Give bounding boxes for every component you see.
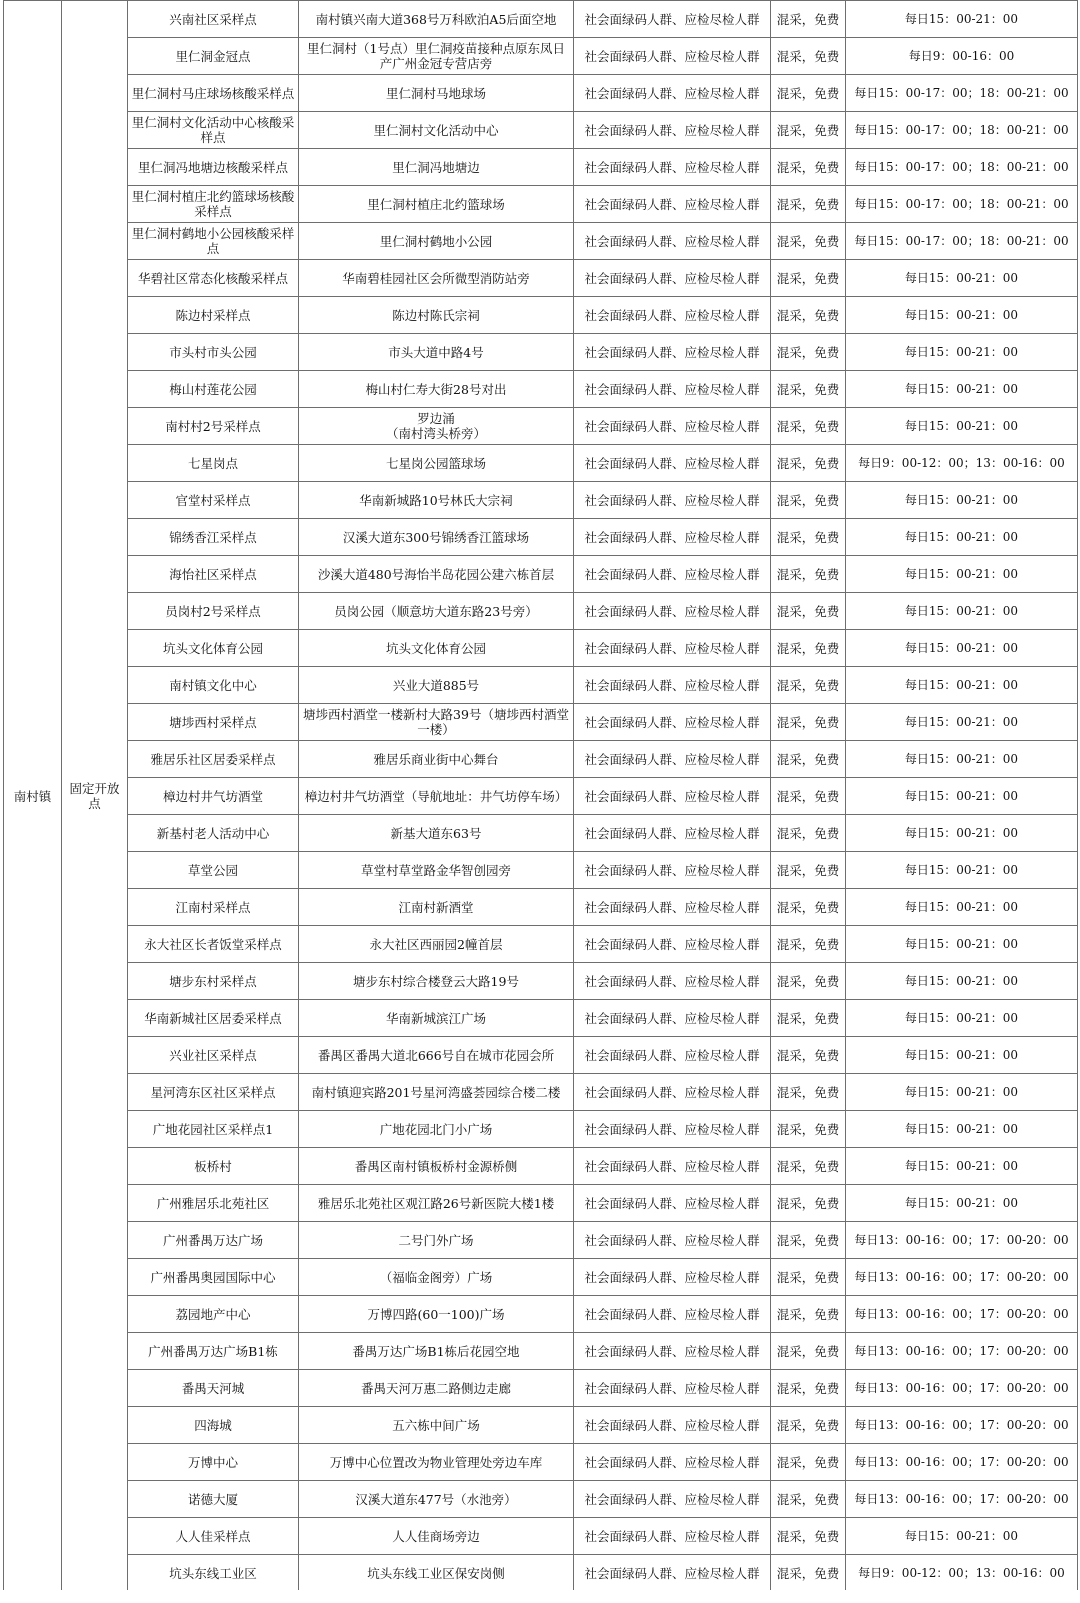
table-row: [4, 408, 1078, 445]
site-name-cell: 新基村老人活动中心: [128, 815, 299, 852]
site-name-cell: 锦绣香江采样点: [128, 519, 299, 556]
sampling-method-cell: 混采，免费: [771, 38, 846, 75]
address-cell: 员岗公园（顺意坊大道东路23号旁）: [299, 593, 574, 630]
address-cell: （福临金阁旁）广场: [299, 1259, 574, 1296]
site-name-cell: 里仁洞村马庄球场核酸采样点: [128, 75, 299, 112]
target-group-cell: 社会面绿码人群、应检尽检人群: [574, 852, 771, 889]
sampling-method-cell: 混采，免费: [771, 1000, 846, 1037]
table-row: [4, 1074, 1078, 1111]
sampling-method-cell: 混采，免费: [771, 667, 846, 704]
target-group-cell: 社会面绿码人群、应检尽检人群: [574, 297, 771, 334]
target-group-cell: 社会面绿码人群、应检尽检人群: [574, 1259, 771, 1296]
address-cell: 七星岗公园篮球场: [299, 445, 574, 482]
address-cell: 樟边村井气坊酒堂（导航地址：井气坊停车场）: [299, 778, 574, 815]
address-cell: 坑头东线工业区保安岗侧: [299, 1555, 574, 1592]
opening-hours-cell: 每日15：00-21：00: [846, 408, 1078, 445]
table-row: [4, 1222, 1078, 1259]
sampling-method-cell: 混采，免费: [771, 1111, 846, 1148]
table-row: [4, 519, 1078, 556]
target-group-cell: 社会面绿码人群、应检尽检人群: [574, 260, 771, 297]
table-row: [4, 1, 1078, 38]
sampling-method-cell: 混采，免费: [771, 149, 846, 186]
target-group-cell: 社会面绿码人群、应检尽检人群: [574, 1370, 771, 1407]
table-row: [4, 1407, 1078, 1444]
table-row: [4, 186, 1078, 223]
address-cell: 雅居乐北苑社区观江路26号新医院大楼1楼: [299, 1185, 574, 1222]
site-name-cell: 荔园地产中心: [128, 1296, 299, 1333]
sampling-method-cell: 混采，免费: [771, 186, 846, 223]
address-cell: 华南碧桂园社区会所微型消防站旁: [299, 260, 574, 297]
table-row: [4, 297, 1078, 334]
sampling-method-cell: 混采，免费: [771, 371, 846, 408]
address-cell: 兴业大道885号: [299, 667, 574, 704]
sampling-method-cell: 混采，免费: [771, 926, 846, 963]
sampling-method-cell: 混采，免费: [771, 482, 846, 519]
table-row: [4, 1518, 1078, 1555]
target-group-cell: 社会面绿码人群、应检尽检人群: [574, 926, 771, 963]
address-cell: 沙溪大道480号海怡半岛花园公建六栋首层: [299, 556, 574, 593]
address-cell: 陈边村陈氏宗祠: [299, 297, 574, 334]
opening-hours-cell: 每日15：00-21：00: [846, 297, 1078, 334]
address-cell: 里仁洞村植庄北约篮球场: [299, 186, 574, 223]
address-cell: 汉溪大道东477号（水池旁）: [299, 1481, 574, 1518]
opening-hours-cell: 每日15：00-21：00: [846, 1185, 1078, 1222]
sampling-method-cell: 混采，免费: [771, 112, 846, 149]
opening-hours-cell: 每日15：00-21：00: [846, 260, 1078, 297]
sampling-method-cell: 混采，免费: [771, 334, 846, 371]
table-row: [4, 704, 1078, 741]
sampling-method-cell: 混采，免费: [771, 1148, 846, 1185]
target-group-cell: 社会面绿码人群、应检尽检人群: [574, 593, 771, 630]
target-group-cell: 社会面绿码人群、应检尽检人群: [574, 1111, 771, 1148]
site-name-cell: 广州番禺奥园国际中心: [128, 1259, 299, 1296]
address-cell: 汉溪大道东300号锦绣香江篮球场: [299, 519, 574, 556]
target-group-cell: 社会面绿码人群、应检尽检人群: [574, 112, 771, 149]
table-row: [4, 149, 1078, 186]
site-name-cell: 员岗村2号采样点: [128, 593, 299, 630]
target-group-cell: 社会面绿码人群、应检尽检人群: [574, 1185, 771, 1222]
sampling-method-cell: 混采，免费: [771, 630, 846, 667]
target-group-cell: 社会面绿码人群、应检尽检人群: [574, 963, 771, 1000]
site-name-cell: 华南新城社区居委采样点: [128, 1000, 299, 1037]
address-cell: 番禺区番禺大道北666号自在城市花园会所: [299, 1037, 574, 1074]
opening-hours-cell: 每日13：00-16：00；17：00-20：00: [846, 1333, 1078, 1370]
address-cell: 塘步东村综合楼登云大路19号: [299, 963, 574, 1000]
target-group-cell: 社会面绿码人群、应检尽检人群: [574, 1518, 771, 1555]
address-cell: 塘埗西村酒堂一楼新村大路39号（塘埗西村酒堂一楼）: [299, 704, 574, 741]
opening-hours-cell: 每日13：00-16：00；17：00-20：00: [846, 1370, 1078, 1407]
opening-hours-cell: 每日13：00-16：00；17：00-20：00: [846, 1259, 1078, 1296]
table-row: [4, 593, 1078, 630]
site-name-cell: 广州番禺万达广场: [128, 1222, 299, 1259]
table-row: [4, 445, 1078, 482]
table-row: [4, 1370, 1078, 1407]
site-name-cell: 番禺天河城: [128, 1370, 299, 1407]
address-cell: 番禺区南村镇板桥村金源桥侧: [299, 1148, 574, 1185]
table-row: [4, 852, 1078, 889]
sampling-method-cell: 混采，免费: [771, 963, 846, 1000]
site-name-cell: 市头村市头公园: [128, 334, 299, 371]
table-row: [4, 741, 1078, 778]
address-cell: 坑头文化体育公园: [299, 630, 574, 667]
target-group-cell: 社会面绿码人群、应检尽检人群: [574, 1333, 771, 1370]
table-row: [4, 223, 1078, 260]
table-row: [4, 482, 1078, 519]
target-group-cell: 社会面绿码人群、应检尽检人群: [574, 741, 771, 778]
opening-hours-cell: 每日9：00-12：00；13：00-16：00: [846, 1555, 1078, 1592]
address-cell: 梅山村仁寿大街28号对出: [299, 371, 574, 408]
address-cell: 市头大道中路4号: [299, 334, 574, 371]
target-group-cell: 社会面绿码人群、应检尽检人群: [574, 223, 771, 260]
target-group-cell: 社会面绿码人群、应检尽检人群: [574, 482, 771, 519]
address-cell: 万博中心位置改为物业管理处旁边车库: [299, 1444, 574, 1481]
site-name-cell: 广州雅居乐北苑社区: [128, 1185, 299, 1222]
address-cell: 永大社区西丽园2幢首层: [299, 926, 574, 963]
table-row: [4, 1148, 1078, 1185]
site-name-cell: 樟边村井气坊酒堂: [128, 778, 299, 815]
table-row: [4, 556, 1078, 593]
target-group-cell: 社会面绿码人群、应检尽检人群: [574, 556, 771, 593]
site-name-cell: 七星岗点: [128, 445, 299, 482]
target-group-cell: 社会面绿码人群、应检尽检人群: [574, 1407, 771, 1444]
site-name-cell: 江南村采样点: [128, 889, 299, 926]
target-group-cell: 社会面绿码人群、应检尽检人群: [574, 1148, 771, 1185]
sampling-points-table: [3, 0, 1078, 1592]
sampling-method-cell: 混采，免费: [771, 852, 846, 889]
sampling-method-cell: 混采，免费: [771, 1407, 846, 1444]
site-name-cell: 兴南社区采样点: [128, 1, 299, 38]
table-row: [4, 1111, 1078, 1148]
opening-hours-cell: 每日13：00-16：00；17：00-20：00: [846, 1407, 1078, 1444]
target-group-cell: 社会面绿码人群、应检尽检人群: [574, 1222, 771, 1259]
sampling-method-cell: 混采，免费: [771, 408, 846, 445]
table-row: [4, 1185, 1078, 1222]
target-group-cell: 社会面绿码人群、应检尽检人群: [574, 1296, 771, 1333]
opening-hours-cell: 每日15：00-21：00: [846, 852, 1078, 889]
sampling-method-cell: 混采，免费: [771, 1222, 846, 1259]
address-cell: 番禺天河万惠二路侧边走廊: [299, 1370, 574, 1407]
address-cell: 草堂村草堂路金华智创园旁: [299, 852, 574, 889]
opening-hours-cell: 每日15：00-21：00: [846, 556, 1078, 593]
site-name-cell: 雅居乐社区居委采样点: [128, 741, 299, 778]
site-name-cell: 诺德大厦: [128, 1481, 299, 1518]
opening-hours-cell: 每日15：00-21：00: [846, 1000, 1078, 1037]
opening-hours-cell: 每日13：00-16：00；17：00-20：00: [846, 1481, 1078, 1518]
opening-hours-cell: 每日15：00-17：00；18：00-21：00: [846, 223, 1078, 260]
address-cell: 江南村新酒堂: [299, 889, 574, 926]
opening-hours-cell: 每日15：00-21：00: [846, 667, 1078, 704]
table-row: [4, 334, 1078, 371]
table-row: [4, 667, 1078, 704]
sampling-method-cell: 混采，免费: [771, 593, 846, 630]
sampling-method-cell: 混采，免费: [771, 1185, 846, 1222]
target-group-cell: 社会面绿码人群、应检尽检人群: [574, 519, 771, 556]
table-row: [4, 371, 1078, 408]
opening-hours-cell: 每日9：00-12：00；13：00-16：00: [846, 445, 1078, 482]
table-row: [4, 889, 1078, 926]
opening-hours-cell: 每日15：00-21：00: [846, 371, 1078, 408]
address-cell: 华南新城路10号林氏大宗祠: [299, 482, 574, 519]
target-group-cell: 社会面绿码人群、应检尽检人群: [574, 667, 771, 704]
table-row: [4, 1259, 1078, 1296]
opening-hours-cell: 每日13：00-16：00；17：00-20：00: [846, 1444, 1078, 1481]
address-cell: 万博四路(60一100)广场: [299, 1296, 574, 1333]
sampling-method-cell: 混采，免费: [771, 778, 846, 815]
target-group-cell: 社会面绿码人群、应检尽检人群: [574, 704, 771, 741]
opening-hours-cell: 每日15：00-21：00: [846, 482, 1078, 519]
opening-hours-cell: 每日13：00-16：00；17：00-20：00: [846, 1222, 1078, 1259]
sampling-method-cell: 混采，免费: [771, 1259, 846, 1296]
opening-hours-cell: 每日15：00-21：00: [846, 778, 1078, 815]
opening-hours-cell: 每日15：00-21：00: [846, 704, 1078, 741]
site-name-cell: 星河湾东区社区采样点: [128, 1074, 299, 1111]
sampling-method-cell: 混采，免费: [771, 556, 846, 593]
sampling-method-cell: 混采，免费: [771, 1, 846, 38]
site-name-cell: 万博中心: [128, 1444, 299, 1481]
sampling-method-cell: 混采，免费: [771, 704, 846, 741]
sampling-method-cell: 混采，免费: [771, 1074, 846, 1111]
sampling-method-cell: 混采，免费: [771, 1370, 846, 1407]
opening-hours-cell: 每日15：00-21：00: [846, 1074, 1078, 1111]
address-cell: 南村镇兴南大道368号万科欧泊A5后面空地: [299, 1, 574, 38]
table-row: [4, 1444, 1078, 1481]
site-name-cell: 兴业社区采样点: [128, 1037, 299, 1074]
address-cell: 里仁洞村（1号点）里仁洞疫苗接种点原东凤日产广州金冠专营店旁: [299, 38, 574, 75]
address-cell: 五六栋中间广场: [299, 1407, 574, 1444]
table-row: [4, 963, 1078, 1000]
site-name-cell: 梅山村莲花公园: [128, 371, 299, 408]
site-name-cell: 板桥村: [128, 1148, 299, 1185]
site-name-cell: 里仁洞村植庄北约篮球场核酸采样点: [128, 186, 299, 223]
opening-hours-cell: 每日15：00-17：00；18：00-21：00: [846, 186, 1078, 223]
target-group-cell: 社会面绿码人群、应检尽检人群: [574, 38, 771, 75]
sampling-method-cell: 混采，免费: [771, 1555, 846, 1592]
table-row: [4, 926, 1078, 963]
table-row: [4, 1481, 1078, 1518]
site-name-cell: 陈边村采样点: [128, 297, 299, 334]
opening-hours-cell: 每日15：00-21：00: [846, 963, 1078, 1000]
sampling-method-cell: 混采，免费: [771, 1296, 846, 1333]
table-row: [4, 38, 1078, 75]
target-group-cell: 社会面绿码人群、应检尽检人群: [574, 778, 771, 815]
site-name-cell: 草堂公园: [128, 852, 299, 889]
table-row: [4, 815, 1078, 852]
site-name-cell: 坑头文化体育公园: [128, 630, 299, 667]
table-row: [4, 778, 1078, 815]
target-group-cell: 社会面绿码人群、应检尽检人群: [574, 1000, 771, 1037]
sampling-method-cell: 混采，免费: [771, 741, 846, 778]
site-name-cell: 人人佳采样点: [128, 1518, 299, 1555]
address-cell: 二号门外广场: [299, 1222, 574, 1259]
sampling-method-cell: 混采，免费: [771, 1444, 846, 1481]
site-name-cell: 里仁洞村文化活动中心核酸采样点: [128, 112, 299, 149]
address-cell: 番禺万达广场B1栋后花园空地: [299, 1333, 574, 1370]
district-cell: 南村镇: [4, 1, 62, 1592]
site-name-cell: 广地花园社区采样点1: [128, 1111, 299, 1148]
sampling-method-cell: 混采，免费: [771, 75, 846, 112]
point-type-cell: 固定开放点: [62, 1, 128, 1592]
sampling-method-cell: 混采，免费: [771, 445, 846, 482]
target-group-cell: 社会面绿码人群、应检尽检人群: [574, 1555, 771, 1592]
target-group-cell: 社会面绿码人群、应检尽检人群: [574, 815, 771, 852]
target-group-cell: 社会面绿码人群、应检尽检人群: [574, 1037, 771, 1074]
sampling-method-cell: 混采，免费: [771, 297, 846, 334]
sampling-method-cell: 混采，免费: [771, 519, 846, 556]
sheet-bottom-edge: [0, 1590, 1080, 1603]
sampling-method-cell: 混采，免费: [771, 1518, 846, 1555]
target-group-cell: 社会面绿码人群、应检尽检人群: [574, 75, 771, 112]
address-cell: 里仁洞冯地塘边: [299, 149, 574, 186]
opening-hours-cell: 每日15：00-21：00: [846, 519, 1078, 556]
target-group-cell: 社会面绿码人群、应检尽检人群: [574, 334, 771, 371]
address-cell: 里仁洞村马地球场: [299, 75, 574, 112]
target-group-cell: 社会面绿码人群、应检尽检人群: [574, 371, 771, 408]
address-cell: 人人佳商场旁边: [299, 1518, 574, 1555]
opening-hours-cell: 每日15：00-17：00；18：00-21：00: [846, 149, 1078, 186]
target-group-cell: 社会面绿码人群、应检尽检人群: [574, 889, 771, 926]
site-name-cell: 南村镇文化中心: [128, 667, 299, 704]
table-row: [4, 112, 1078, 149]
address-cell: 广地花园北门小广场: [299, 1111, 574, 1148]
sampling-method-cell: 混采，免费: [771, 1333, 846, 1370]
opening-hours-cell: 每日15：00-21：00: [846, 593, 1078, 630]
table-row: [4, 1296, 1078, 1333]
site-name-cell: 里仁洞金冠点: [128, 38, 299, 75]
site-name-cell: 海怡社区采样点: [128, 556, 299, 593]
target-group-cell: 社会面绿码人群、应检尽检人群: [574, 408, 771, 445]
opening-hours-cell: 每日15：00-21：00: [846, 1111, 1078, 1148]
target-group-cell: 社会面绿码人群、应检尽检人群: [574, 1444, 771, 1481]
target-group-cell: 社会面绿码人群、应检尽检人群: [574, 1074, 771, 1111]
target-group-cell: 社会面绿码人群、应检尽检人群: [574, 1, 771, 38]
opening-hours-cell: 每日15：00-21：00: [846, 889, 1078, 926]
table-row: [4, 75, 1078, 112]
site-name-cell: 永大社区长者饭堂采样点: [128, 926, 299, 963]
target-group-cell: 社会面绿码人群、应检尽检人群: [574, 630, 771, 667]
site-name-cell: 塘埗西村采样点: [128, 704, 299, 741]
opening-hours-cell: 每日15：00-21：00: [846, 926, 1078, 963]
target-group-cell: 社会面绿码人群、应检尽检人群: [574, 445, 771, 482]
opening-hours-cell: 每日15：00-21：00: [846, 630, 1078, 667]
sampling-method-cell: 混采，免费: [771, 1037, 846, 1074]
address-cell: 罗边涌 （南村湾头桥旁）: [299, 408, 574, 445]
table-body: [4, 1, 1078, 1592]
table-row: [4, 260, 1078, 297]
site-name-cell: 官堂村采样点: [128, 482, 299, 519]
address-cell: 里仁洞村文化活动中心: [299, 112, 574, 149]
opening-hours-cell: 每日15：00-17：00；18：00-21：00: [846, 75, 1078, 112]
site-name-cell: 塘步东村采样点: [128, 963, 299, 1000]
address-cell: 雅居乐商业街中心舞台: [299, 741, 574, 778]
site-name-cell: 南村村2号采样点: [128, 408, 299, 445]
site-name-cell: 里仁洞冯地塘边核酸采样点: [128, 149, 299, 186]
sampling-method-cell: 混采，免费: [771, 260, 846, 297]
opening-hours-cell: 每日15：00-21：00: [846, 741, 1078, 778]
opening-hours-cell: 每日15：00-21：00: [846, 1148, 1078, 1185]
table-row: [4, 1333, 1078, 1370]
sampling-method-cell: 混采，免费: [771, 1481, 846, 1518]
table-row: [4, 1555, 1078, 1592]
table-row: [4, 1037, 1078, 1074]
opening-hours-cell: 每日15：00-21：00: [846, 334, 1078, 371]
target-group-cell: 社会面绿码人群、应检尽检人群: [574, 186, 771, 223]
site-name-cell: 四海城: [128, 1407, 299, 1444]
opening-hours-cell: 每日15：00-17：00；18：00-21：00: [846, 112, 1078, 149]
sampling-method-cell: 混采，免费: [771, 223, 846, 260]
site-name-cell: 里仁洞村鹤地小公园核酸采样点: [128, 223, 299, 260]
opening-hours-cell: 每日9：00-16：00: [846, 38, 1078, 75]
opening-hours-cell: 每日13：00-16：00；17：00-20：00: [846, 1296, 1078, 1333]
address-cell: 新基大道东63号: [299, 815, 574, 852]
address-cell: 里仁洞村鹤地小公园: [299, 223, 574, 260]
target-group-cell: 社会面绿码人群、应检尽检人群: [574, 149, 771, 186]
opening-hours-cell: 每日15：00-21：00: [846, 815, 1078, 852]
site-name-cell: 广州番禺万达广场B1栋: [128, 1333, 299, 1370]
site-name-cell: 华碧社区常态化核酸采样点: [128, 260, 299, 297]
table-row: [4, 630, 1078, 667]
sampling-method-cell: 混采，免费: [771, 889, 846, 926]
sampling-method-cell: 混采，免费: [771, 815, 846, 852]
target-group-cell: 社会面绿码人群、应检尽检人群: [574, 1481, 771, 1518]
opening-hours-cell: 每日15：00-21：00: [846, 1037, 1078, 1074]
opening-hours-cell: 每日15：00-21：00: [846, 1, 1078, 38]
site-name-cell: 坑头东线工业区: [128, 1555, 299, 1592]
address-cell: 南村镇迎宾路201号星河湾盛荟园综合楼二楼: [299, 1074, 574, 1111]
address-cell: 华南新城滨江广场: [299, 1000, 574, 1037]
opening-hours-cell: 每日15：00-21：00: [846, 1518, 1078, 1555]
table-row: [4, 1000, 1078, 1037]
